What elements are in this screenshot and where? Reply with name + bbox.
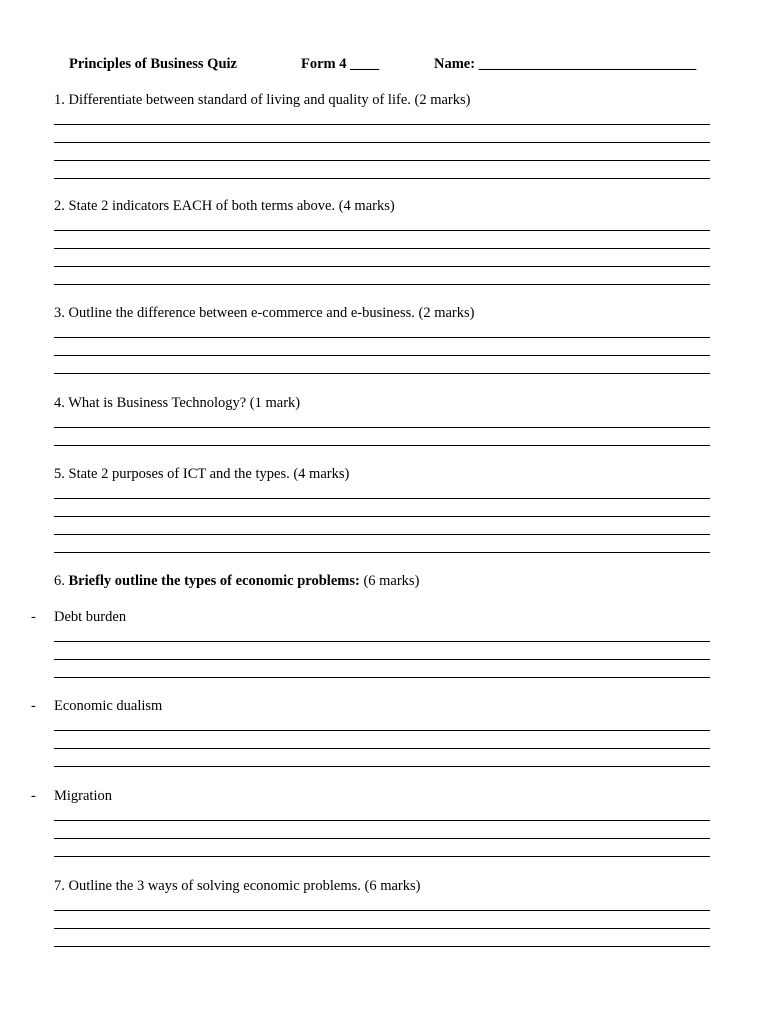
question-text: What is Business Technology? (1 mark)	[68, 395, 301, 411]
answer-line	[54, 266, 710, 267]
answer-line	[54, 445, 710, 446]
answer-line	[54, 337, 710, 338]
question-number: 3.	[54, 305, 65, 321]
answer-line	[54, 641, 710, 642]
question-5	[54, 465, 710, 553]
question-text: State 2 purposes of ICT and the types. (4 marks)	[68, 466, 350, 482]
question-3	[54, 304, 710, 374]
subitem-label: Migration	[54, 788, 112, 804]
answer-line	[54, 677, 710, 678]
question-number: 2.	[54, 198, 65, 214]
subitem-label: Economic dualism	[54, 698, 163, 714]
question-7	[54, 877, 710, 947]
question-number: 7.	[54, 878, 65, 894]
question-text: Outline the difference between e-commerce and e-business. (2 marks)	[68, 305, 475, 321]
question-text: Outline the 3 ways of solving economic problems. (6 marks)	[68, 878, 421, 894]
answer-line	[54, 838, 710, 839]
bullet-dash: -	[31, 788, 36, 804]
answer-line	[54, 427, 710, 428]
form-field: Form 4 ____	[301, 56, 380, 72]
quiz-title: Principles of Business Quiz	[69, 56, 237, 72]
question-text: State 2 indicators EACH of both terms above. (4 marks)	[68, 198, 395, 214]
answer-line	[54, 946, 710, 947]
name-field: Name: ______________________________	[434, 56, 697, 72]
question-6	[54, 572, 710, 590]
question-number: 1.	[54, 92, 65, 108]
bullet-dash: -	[31, 698, 36, 714]
answer-line	[54, 659, 710, 660]
answer-line	[54, 766, 710, 767]
question-4	[54, 394, 710, 446]
answer-line	[54, 248, 710, 249]
answer-line	[54, 820, 710, 821]
question-number: 4.	[54, 395, 65, 411]
answer-line	[54, 552, 710, 553]
question-text: Differentiate between standard of living and quality of life. (2 marks)	[68, 92, 471, 108]
answer-line	[54, 516, 710, 517]
answer-line	[54, 730, 710, 731]
question-bold-text: Briefly outline the types of economic problems:	[68, 573, 360, 589]
bullet-dash: -	[31, 609, 36, 625]
answer-line	[54, 230, 710, 231]
answer-line	[54, 284, 710, 285]
subitem-label: Debt burden	[54, 609, 127, 625]
answer-line	[54, 928, 710, 929]
answer-line	[54, 373, 710, 374]
subitem-migration	[31, 787, 710, 857]
subitem-economic-dualism	[31, 697, 710, 767]
answer-line	[54, 355, 710, 356]
question-number: 6.	[54, 573, 65, 589]
answer-line	[54, 498, 710, 499]
question-1	[54, 91, 710, 179]
question-text: (6 marks)	[363, 573, 420, 589]
subitem-debt-burden	[31, 608, 710, 678]
answer-line	[54, 534, 710, 535]
question-number: 5.	[54, 466, 65, 482]
answer-line	[54, 142, 710, 143]
answer-line	[54, 910, 710, 911]
answer-line	[54, 160, 710, 161]
answer-line	[54, 856, 710, 857]
answer-line	[54, 748, 710, 749]
answer-line	[54, 178, 710, 179]
answer-line	[54, 124, 710, 125]
question-2	[54, 197, 710, 285]
